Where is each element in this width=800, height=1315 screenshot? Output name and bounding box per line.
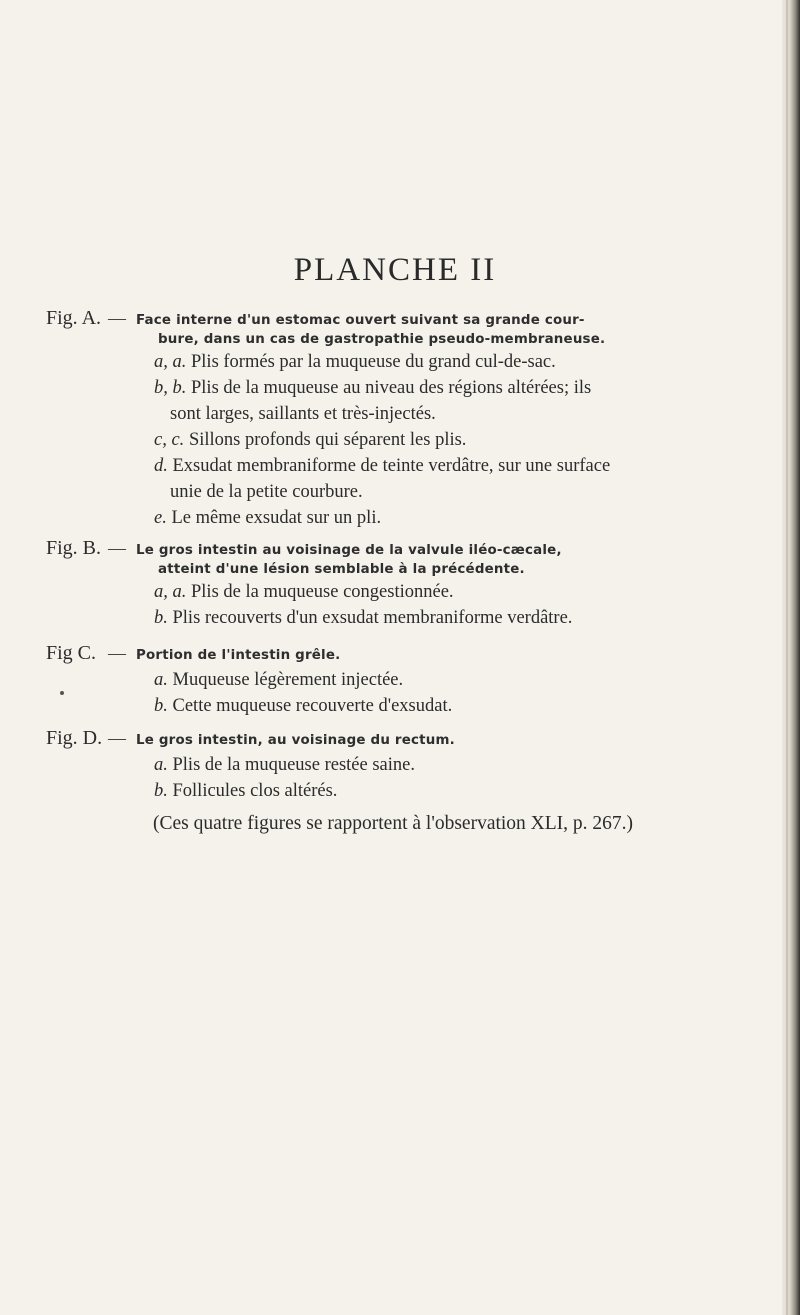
legend-text: Plis de la muqueuse restée saine. <box>172 755 415 775</box>
figure-label: Fig. A. <box>46 307 102 329</box>
figure-c <box>46 642 768 719</box>
figure-b <box>46 537 768 631</box>
figure-title-line-2: bure, dans un cas de gastropathie pseudo-membraneuse. <box>158 332 606 347</box>
legend-item <box>154 693 768 719</box>
figure-label: Fig. B. <box>46 537 102 559</box>
legend-item <box>154 778 768 804</box>
figure-dash: — <box>108 308 126 328</box>
legend-item <box>154 427 768 453</box>
legend-letter: a, a. <box>154 582 187 602</box>
legend-text-continued: unie de la petite courbure. <box>170 482 363 502</box>
ink-speck <box>60 691 64 695</box>
legend-text: Plis formés par la muqueuse du grand cul-de-sac. <box>191 352 556 372</box>
legend-text: Sillons profonds qui séparent les plis. <box>188 430 467 450</box>
legend-letter: b. <box>154 696 168 716</box>
legend-text: Muqueuse légèrement injectée. <box>172 670 404 690</box>
legend-text: Exsudat membraniforme de teinte verdâtre, sur une surface <box>172 456 611 476</box>
legend-item <box>154 667 768 693</box>
figure-title-line-1: Le gros intestin, au voisinage du rectum. <box>136 733 455 748</box>
legend-letter: a. <box>154 755 168 775</box>
legend-item <box>154 605 768 631</box>
figure-d <box>46 727 768 804</box>
legend-letter: a. <box>154 670 168 690</box>
figure-label: Fig C. <box>46 642 97 664</box>
legend-letter: b. <box>154 608 168 628</box>
figure-dash: — <box>108 728 126 748</box>
page-edge-line <box>786 0 788 1315</box>
figure-dash: — <box>108 538 126 558</box>
legend-item <box>154 453 768 479</box>
figure-title-line-1: Le gros intestin au voisinage de la valvule iléo-cæcale, <box>136 543 562 558</box>
figure-label: Fig. D. <box>46 727 103 749</box>
legend-item <box>154 349 768 375</box>
legend-text: Le même exsudat sur un pli. <box>171 508 382 528</box>
page-edge-shadow <box>782 0 800 1315</box>
figure-a <box>46 307 768 531</box>
figure-title-line-1: Portion de l'intestin grêle. <box>136 648 341 663</box>
observation-note: (Ces quatre figures se rapportent à l'observation XLI, p. 267.) <box>153 813 634 834</box>
legend-letter: a, a. <box>154 352 187 372</box>
legend-item <box>154 579 768 605</box>
legend-letter: e. <box>154 508 167 528</box>
legend-text: Cette muqueuse recouverte d'exsudat. <box>172 696 453 716</box>
figure-dash: — <box>108 643 126 663</box>
legend-item <box>154 375 768 401</box>
legend-letter: b, b. <box>154 378 187 398</box>
plate-title: PLANCHE II <box>293 252 497 288</box>
figure-title-line-2: atteint d'une lésion semblable à la précédente. <box>158 562 525 577</box>
legend-text: Plis de la muqueuse au niveau des régions altérées; ils <box>191 378 592 398</box>
legend-letter: c, c. <box>154 430 185 450</box>
legend-text: Follicules clos altérés. <box>172 781 338 801</box>
legend-text-continued: sont larges, saillants et très-injectés. <box>170 404 436 424</box>
legend-letter: d. <box>154 456 168 476</box>
legend-item <box>154 505 768 531</box>
legend-text: Plis de la muqueuse congestionnée. <box>191 582 454 602</box>
legend-item <box>154 752 768 778</box>
legend-text: Plis recouverts d'un exsudat membraniforme verdâtre. <box>172 608 573 628</box>
legend-letter: b. <box>154 781 168 801</box>
figure-title-line-1: Face interne d'un estomac ouvert suivant sa grande cour- <box>136 313 585 328</box>
